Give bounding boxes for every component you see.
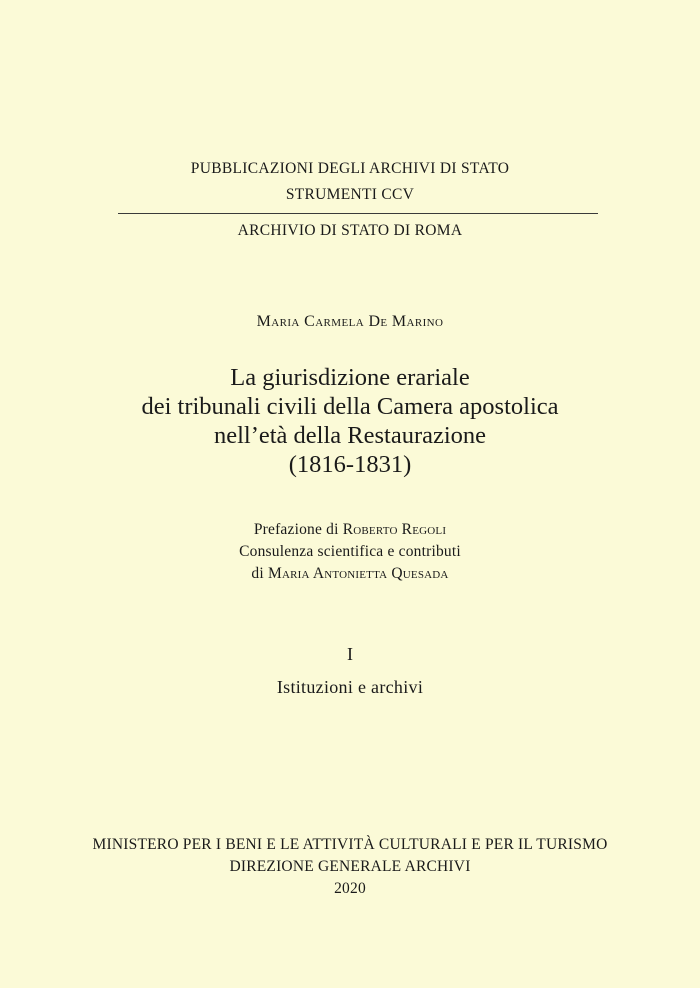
contributor-name: Maria Antonietta Quesada [267,565,449,582]
series-volume: STRUMENTI CCV [285,186,415,203]
publication-year: 2020 [334,880,366,897]
consulting-credit: Consulenza scientifica e contributi [239,543,461,560]
preface-credit [0,521,700,539]
author-name: Maria Carmela De Marino [256,313,444,330]
preface-author: Roberto Regoli [342,521,447,538]
publisher-ministry: MINISTERO PER I BENI E LE ATTIVITÀ CULTURALI E PER IL TURISMO [92,836,608,853]
archive-name: ARCHIVIO DI STATO DI ROMA [237,222,463,239]
divider-rule [118,213,598,214]
book-title-line-2: dei tribunali civili della Camera apostolica [141,393,559,420]
book-title-line-4: (1816-1831) [288,451,412,478]
series-name: PUBBLICAZIONI DEGLI ARCHIVI DI STATO [190,160,510,177]
preface-prefix: Prefazione di [253,521,339,538]
contributor-credit [0,565,700,583]
book-title-line-3: nell’età della Restaurazione [213,422,487,449]
publisher-directorate: DIREZIONE GENERALE ARCHIVI [229,858,471,875]
book-title-line-1: La giurisdizione erariale [230,364,470,391]
contributor-prefix: di [251,565,264,582]
volume-title: Istituzioni e archivi [276,677,424,697]
volume-number: I [347,644,353,664]
